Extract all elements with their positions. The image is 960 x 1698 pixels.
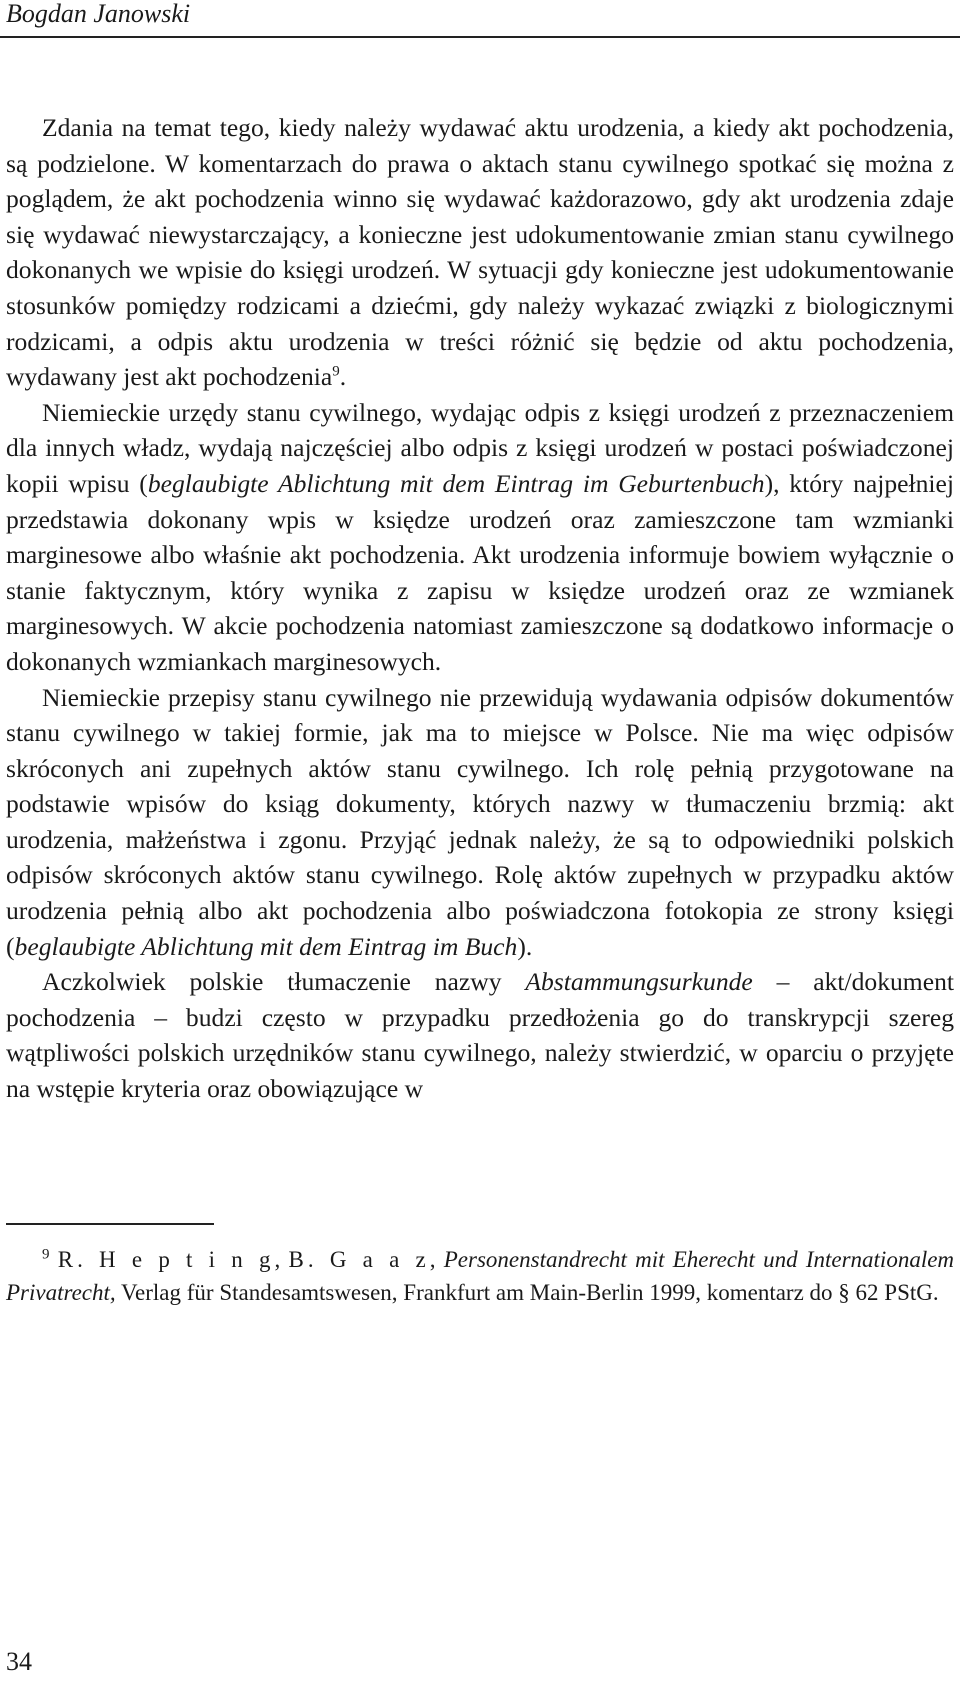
paragraph-2-term: beglaubigte Ablichtung mit dem Eintrag im Geburtenbuch: [147, 468, 765, 498]
paragraph-3: [6, 680, 954, 965]
paragraph-3-text-a: Niemieckie przepisy stanu cywilnego nie przewidują wydawania odpisów dokumentów stanu cywilnego w takiej formie, jak ma to miejsce w Polsce. Nie ma więc odpisów skróconych ani zupełnych aktów stanu cywilnego. Ich rolę pełnią przygotowane na podstawie wpisów do ksiąg dokumenty, których nazwy w tłumaczeniu brzmią: akt urodzenia, małżeństwa i zgonu. Przyjąć jednak należy, że są to odpowiedniki polskich odpisów skróconych aktów stanu cywilnego. Rolę aktów zupełnych w przypadku aktów urodzenia pełnią albo akt pochodzenia albo poświadczona fotokopia ze strony księgi (: [6, 682, 954, 961]
footnote-author-2: B. G a a z: [288, 1247, 430, 1272]
paragraph-1: [6, 110, 954, 395]
footnote-number: 9: [42, 1246, 50, 1263]
footnote-divider: [6, 1223, 214, 1225]
paragraph-4: [6, 964, 954, 1106]
paragraph-3-text-b: ).: [517, 931, 533, 961]
paragraph-2-text-b: ), który najpełniej przedstawia dokonany wpis w księdze urodzeń oraz zamieszczone tam wzmianki marginesowe albo właśnie akt pochodzenia. Akt urodzenia informuje bowiem wyłącznie o stanie faktycznym, który wynika z zapisu w księdze urodzeń oraz ze wzmianek marginesowych. W akcie pochodzenia natomiast zamieszczone są dodatkowo informacje o dokonanych wzmiankach marginesowych.: [6, 468, 954, 676]
footnote-publication: Verlag für Standesamtswesen, Frankfurt am Main-Berlin 1999, komentarz do § 62 PStG.: [115, 1280, 939, 1305]
footnote: [6, 1243, 954, 1309]
paragraph-1-text-a: Zdania na temat tego, kiedy należy wydawać aktu urodzenia, a kiedy akt pochodzenia, są podzielone. W komentarzach do prawa o aktach stanu cywilnego spotkać się można z poglądem, że akt pochodzenia winno się wydawać każdorazowo, gdy akt urodzenia zdaje się wydawać niewystarczający, a konieczne jest udokumentowanie zmian stanu cywilnego dokonanych we wpisie do księgi urodzeń. W sytuacji gdy konieczne jest udokumentowanie stosunków pomiędzy rodzicami a dziećmi, gdy należy wykazać związki z biologicznymi rodzicami, a odpis aktu urodzenia w treści różnić się będzie od aktu pochodzenia, wydawany jest akt pochodzenia: [6, 113, 954, 392]
paragraph-4-text-a: Aczkolwiek polskie tłumaczenie nazwy: [42, 967, 526, 997]
paragraph-2-text-a: Niemieckie urzędy stanu cywilnego, wydając odpis z księgi urodzeń z przeznaczeniem dla innych władz, wydają najczęściej albo odpis z księgi urodzeń w postaci poświadczonej kopii wpisu (: [6, 397, 954, 498]
paragraph-2: [6, 395, 954, 680]
paragraph-4-term: Abstammungsurkunde: [525, 967, 753, 997]
footnote-reference[interactable]: 9: [332, 363, 340, 380]
paragraph-4-text-b: – akt/dokument pochodzenia – budzi często w przypadku przedłożenia go do transkrypcji szereg wątpliwości polskich urzędników stanu cywilnego, należy stwierdzić, w oparciu o przyjęte na wstępie kryteria oraz obowiązujące w: [6, 967, 954, 1104]
page-number: 34: [6, 1647, 32, 1676]
footnote-author-1: R. H e p t i n g: [57, 1247, 275, 1272]
paragraph-3-term: beglaubigte Ablichtung mit dem Eintrag im Buch: [14, 931, 518, 961]
footnote-separator-2: ,: [429, 1247, 444, 1272]
running-head: [0, 0, 960, 38]
footnote-9: [6, 1243, 954, 1309]
paragraph-1-text-b: .: [339, 362, 347, 392]
running-head-author: Bogdan Janowski: [6, 0, 191, 28]
footnote-separator-1: ,: [274, 1247, 289, 1272]
body-text: [6, 110, 954, 1107]
footnote-work-title: Personenstandrecht mit Eherecht und Internationalem Privatrecht,: [6, 1247, 955, 1305]
